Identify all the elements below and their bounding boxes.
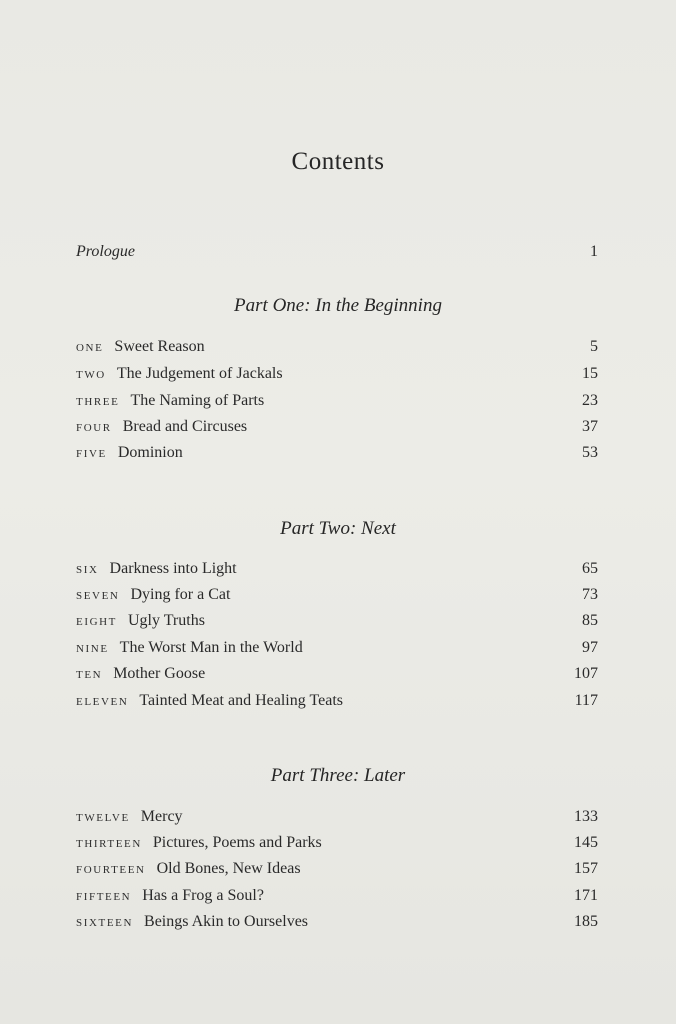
chapter-title: Darkness into Light [109, 560, 237, 577]
chapter-number: TWO [76, 369, 106, 381]
toc-entry [76, 392, 598, 414]
chapter-title: Old Bones, New Ideas [156, 860, 301, 877]
chapter-page: 185 [574, 913, 598, 930]
toc-entry [76, 808, 598, 830]
chapter-number: FOUR [76, 422, 112, 434]
chapter-page: 171 [574, 887, 598, 904]
toc-entry [76, 560, 598, 582]
chapter-number: FIFTEEN [76, 891, 132, 903]
chapter-number: FIVE [76, 448, 107, 460]
part-heading: Part One: In the Beginning [234, 295, 442, 316]
chapter-page: 97 [582, 639, 598, 656]
part-heading: Part Two: Next [280, 518, 396, 539]
chapter-page: 37 [582, 418, 598, 435]
toc-entry [76, 665, 598, 687]
chapter-number: SEVEN [76, 590, 120, 602]
chapter-page: 145 [574, 834, 598, 851]
chapter-title: The Judgement of Jackals [116, 365, 283, 382]
toc-entry [76, 612, 598, 634]
chapter-title: Mercy [140, 808, 183, 825]
chapter-number: THREE [76, 396, 120, 408]
chapter-page: 107 [574, 665, 598, 682]
part-heading: Part Three: Later [270, 765, 406, 786]
toc-entry [76, 444, 598, 466]
chapter-title: Sweet Reason [114, 338, 205, 355]
chapter-number: SIXTEEN [76, 917, 134, 929]
chapter-page: 85 [582, 612, 598, 629]
chapter-title: Pictures, Poems and Parks [152, 834, 322, 851]
chapter-title: Ugly Truths [128, 612, 205, 629]
chapter-page: 73 [582, 586, 598, 603]
chapter-title: Dying for a Cat [130, 586, 231, 603]
prologue-label: Prologue [76, 243, 135, 260]
chapter-number: FOURTEEN [76, 864, 146, 876]
chapter-number: TEN [76, 669, 103, 681]
chapter-title: Mother Goose [113, 665, 206, 682]
chapter-title: The Naming of Parts [130, 392, 265, 409]
chapter-page: 65 [582, 560, 598, 577]
page-title: Contents [291, 148, 385, 175]
chapter-title: The Worst Man in the World [119, 639, 303, 656]
chapter-page: 23 [582, 392, 598, 409]
chapter-number: ONE [76, 342, 104, 354]
chapter-page: 5 [590, 338, 598, 355]
chapter-title: Tainted Meat and Healing Teats [139, 692, 343, 709]
toc-entry [76, 887, 598, 909]
chapter-page: 157 [574, 860, 598, 877]
toc-entry [76, 913, 598, 935]
chapter-number: ELEVEN [76, 696, 129, 708]
toc-entry [76, 586, 598, 608]
toc-entry [76, 860, 598, 882]
chapter-title: Dominion [117, 444, 183, 461]
chapter-number: EIGHT [76, 616, 117, 628]
prologue-page: 1 [590, 243, 598, 260]
toc-entry [76, 365, 598, 387]
chapter-number: THIRTEEN [76, 838, 142, 850]
chapter-page: 133 [574, 808, 598, 825]
toc-entry [76, 639, 598, 661]
chapter-title: Has a Frog a Soul? [142, 887, 264, 904]
toc-entry [76, 338, 598, 360]
chapter-page: 117 [574, 692, 598, 709]
toc-entry [76, 418, 598, 440]
chapter-title: Bread and Circuses [122, 418, 248, 435]
toc-entry [76, 692, 598, 714]
chapter-number: SIX [76, 564, 99, 576]
chapter-title: Beings Akin to Ourselves [144, 913, 309, 930]
toc-entry [76, 834, 598, 856]
chapter-page: 15 [582, 365, 598, 382]
chapter-number: TWELVE [76, 812, 130, 824]
chapter-number: NINE [76, 643, 109, 655]
chapter-page: 53 [582, 444, 598, 461]
prologue-entry [76, 243, 598, 261]
